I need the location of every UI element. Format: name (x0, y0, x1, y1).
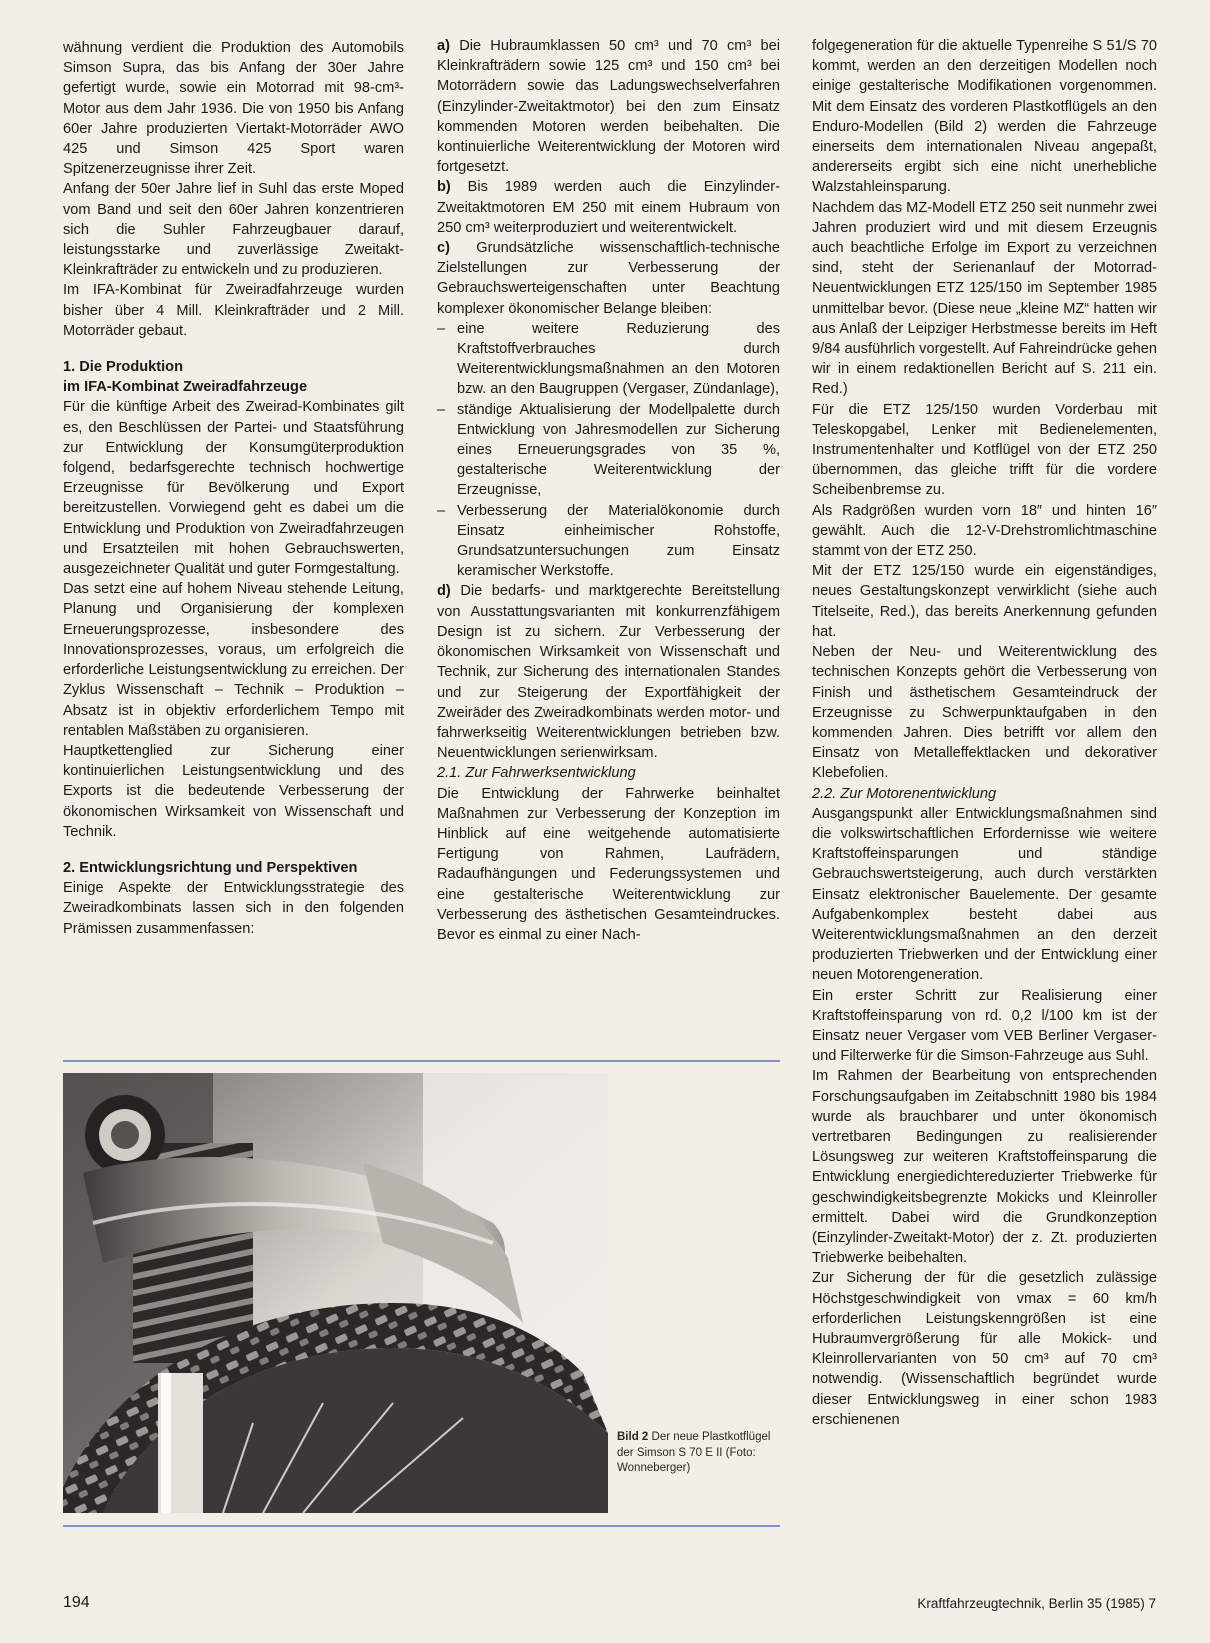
subsection-heading-2-2: 2.2. Zur Motorenentwicklung (812, 785, 997, 802)
paragraph: Nachdem das MZ-Modell ETZ 250 seit nunmehr zwei Jahren produziert wird und mit diesem Erzeugnis auch beachtliche Erfolge im Export zu verzeichnen sind, steht der Serienanlauf der Motorrad-Neuentwicklungen ETZ 125/150 im September 1985 unmittelbar bevor. (Diese neue „kleine MZ“ hatten wir aus Anlaß der Leipziger Herbstmesse bereits im Heft 9/84 ausführlich vorgestellt. Auf Fahreindrücke gehen wir in einem redaktionellen Bericht auf S. 211 ein. Red.) (812, 199, 1157, 398)
paragraph: Für die künftige Arbeit des Zweirad-Kombinates gilt es, den Beschlüssen der Partei- und Staatsführung zur Entwicklung der Konsumgüterproduktion folgend, bedarfsgerechte technisch hochwertige Erzeugnisse für Bevölkerung und Export bereitzustellen. Vorwiegend geht es dabei um die Entwicklung und Produktion von Zweiradfahrzeugen und Ersatzteilen mit hohen Gebrauchswerten, ausgezeichneter Qualität und guter Formgestaltung. (63, 399, 404, 578)
premise-d (437, 581, 780, 763)
premise-c-text: Grundsätzliche wissenschaftlich-technische Zielstellungen zur Verbesserung der Gebrauchswerteigenschaften unter Beachtung komplexer ökonomischer Belange bleiben: (437, 240, 780, 317)
premise-c-list (437, 319, 780, 582)
premise-a (437, 36, 780, 177)
figure-bottom-rule (63, 1525, 780, 1527)
subsection-heading-2-1: 2.1. Zur Fahrwerksentwicklung (437, 765, 636, 782)
paragraph: Für die ETZ 125/150 wurden Vorderbau mit Teleskopgabel, Lenker mit Bedienelementen, Instrumentenhalter und Kotflügel von der ETZ 250 übernommen, das gleiche trifft für die vordere Scheibenbremse zu. (812, 401, 1157, 499)
paragraph: Anfang der 50er Jahre lief in Suhl das erste Moped vom Band und seit den 60er Jahren konzentrieren sich die Suhler Fahrzeugbauer darauf, leistungsstarke und zuverlässige Zweitakt-Kleinkrafträder zu entwickeln und zu produzieren. (63, 181, 404, 279)
article-column-2 (437, 36, 780, 945)
section-heading-2: 2. Entwicklungsrichtung und Perspektiven (63, 859, 358, 876)
premise-d-label: d) (437, 583, 451, 600)
figure-caption-text: Der neue Plastkotflügel der Simson S 70 E II (Foto: Wonneberger) (617, 1431, 771, 1474)
premise-a-text: Die Hubraumklassen 50 cm³ und 70 cm³ bei Kleinkrafträdern sowie 125 cm³ und 150 cm³ bei Motorrädern sowie das Ladungswechselverfahren (Einzylinder-Zweitaktmotor) bei den zum Einsatz kommenden Motoren werden beibehalten. Die kontinuierliche Weiterentwicklung der Motoren wird fortgesetzt. (437, 38, 780, 176)
paragraph: Im Rahmen der Bearbeitung von entsprechenden Forschungsaufgaben im Zeitabschnitt 1980 bis 1984 wurde als brauchbarer und unter ökonomisch vertretbaren Bedingungen zu realisierender Lösungsweg zur weiteren Kraftstoffeinsparung die Entwicklung energiedichtereduzierter Triebwerke für geschwindigkeitsbegrenzte Mokicks und Kleinroller ermittelt. Dabei wird die Grundkonzeption (Einzylinder-Zweitakt-Motor) der z. Zt. produzierten Triebwerke beibehalten. (812, 1068, 1157, 1267)
premise-b-label: b) (437, 179, 451, 196)
figure-label: Bild 2 (617, 1431, 649, 1443)
paragraph: Mit der ETZ 125/150 wurde ein eigenständiges, neues Gestaltungskonzept verwirklicht (siehe auch Titelseite, Red.), das bereits Anerkennung gefunden hat. (812, 563, 1157, 640)
figure-caption (617, 1430, 777, 1477)
article-column-1 (63, 38, 404, 939)
paragraph: Einige Aspekte der Entwicklungsstrategie des Zweiradkombinats lassen sich in den folgenden Prämissen zusammenfassen: (63, 880, 404, 937)
paragraph: wähnung verdient die Produktion des Automobils Simson Supra, das bis Anfang der 30er Jahre gefertigt wurde, sowie ein Motorrad mit 98-cm³-Motor aus dem Jahr 1936. Die von 1950 bis Anfang 60er Jahre produzierten Viertakt-Motorräder AWO 425 und Simson 425 Sport waren Spitzenerzeugnisse ihrer Zeit. (63, 40, 404, 178)
premise-b (437, 177, 780, 238)
list-item: – Verbesserung der Materialökonomie durch Einsatz einheimischer Rohstoffe, Grundsatzuntersuchungen zum Einsatz keramischer Werkstoffe. (437, 501, 780, 582)
figure-top-rule (63, 1060, 780, 1062)
premise-c (437, 238, 780, 319)
paragraph: folgegeneration für die aktuelle Typenreihe S 51/S 70 kommt, werden an den derzeitigen Modellen noch einige gestalterische Modifikationen vorgenommen. Mit dem Einsatz des vorderen Plastkotflügels an den Enduro-Modellen (Bild 2) werden die Fahrzeuge einerseits dem internationalen Niveau angepaßt, andererseits ergibt sich eine nicht unerhebliche Walzstahleinsparung. (812, 38, 1157, 196)
section-heading-1-line-2: im IFA-Kombinat Zweiradfahrzeuge (63, 379, 308, 396)
running-footer: Kraftfahrzeugtechnik, Berlin 35 (1985) 7 (917, 1596, 1156, 1611)
premise-d-text: Die bedarfs- und marktgerechte Bereitstellung von Ausstattungsvarianten mit konkurrenzfähigem Design ist zu sichern. Zur Verbesserung der ökonomischen Wirksamkeit von Wissenschaft und Technik, zur Sicherung des internationalen Standes und zur Steigerung der Exportfähigkeit der Zweiräder des Zweiradkombinats werden motor- und fahrwerkseitig Weiterentwicklungen betrieben bzw. Neuentwicklungen serienwirksam. (437, 583, 780, 762)
paragraph: Die Entwicklung der Fahrwerke beinhaltet Maßnahmen zur Verbesserung der Konzeption im Hinblick auf eine weitgehende automatisierte Fertigung von Rahmen, Laufrädern, Radaufhängungen und Federungssystemen und eine gestalterische Weiterentwicklung zur Verbesserung des ästhetischen Gesamteindruckes. Bevor es einmal zu einer Nach- (437, 785, 780, 943)
premise-b-text: Bis 1989 werden auch die Einzylinder-Zweitaktmotoren EM 250 mit einem Hubraum von 250 cm³ weiterproduziert und weiterentwickelt. (437, 179, 780, 236)
motorcycle-fender-photo (63, 1073, 608, 1513)
paragraph: Das setzt eine auf hohem Niveau stehende Leitung, Planung und Organisierung der komplexen Erneuerungsprozesse, insbesondere des Innovationsprozesses, voraus, um erfolgreich die erforderliche Leistungsentwicklung zu erreichen. Der Zyklus Wissenschaft – Technik – Produktion – Absatz ist in objektiv erforderlichem Tempo mit rentablen Maßstäben zu organisieren. (63, 581, 404, 739)
paragraph: Ausgangspunkt aller Entwicklungsmaßnahmen sind die volkswirtschaftlichen Erfordernisse wie weitere Kraftstoffeinsparungen und ständige Gebrauchswertsteigerung, auch durch verstärkten Einsatz elektronischer Bauelemente. Der gesamte Aufgabenkomplex besteht dabei aus Weiterentwicklungsmaßnahmen an den derzeit produzierten Triebwerken und der Entwicklung einer neuen Motorengeneration. (812, 805, 1157, 984)
section-heading-1-line-1: 1. Die Produktion (63, 359, 184, 376)
page-number: 194 (63, 1594, 90, 1611)
paragraph: Als Radgrößen wurden vorn 18″ und hinten 16″ gewählt. Auch die 12-V-Drehstromlichtmaschine stammt von der ETZ 250. (812, 502, 1157, 560)
paragraph: Hauptkettenglied zur Sicherung einer kontinuierlichen Leistungsentwicklung und des Exports ist die bedeutende Verbesserung der ökonomischen Wirksamkeit von Wissenschaft und Technik. (63, 742, 404, 840)
article-column-3 (812, 36, 1157, 1430)
paragraph: Im IFA-Kombinat für Zweiradfahrzeuge wurden bisher über 4 Mill. Kleinkrafträder und 2 Mill. Motorräder gebaut. (63, 282, 404, 339)
premise-c-label: c) (437, 240, 450, 257)
list-item: – ständige Aktualisierung der Modellpalette durch Entwicklung von Jahresmodellen zur Sicherung eines Erneuerungsgrades von 35 %, gestalterische Weiterentwicklung der Erzeugnisse, (437, 400, 780, 501)
paragraph: Zur Sicherung der für die gesetzlich zulässige Höchstgeschwindigkeit von vmax = 60 km/h erforderlichen Leistungskenngrößen ist eine Hubraumvergrößerung für alle Mokick- und Kleinrollervarianten von 50 cm³ auf 70 cm³ notwendig. (Wissenschaftlich begründet wurde dieser Entwicklungsweg in einer schon 1983 erschienenen (812, 1270, 1157, 1428)
paragraph: Neben der Neu- und Weiterentwicklung des technischen Konzepts gehört die Verbesserung von Finish und ästhetischem Gesamteindruck der Erzeugnisse zu Schwerpunktaufgaben in den kommenden Jahren. Dies betrifft vor allem den Einsatz von Metalleffektlacken und dekorativer Klebefolien. (812, 644, 1157, 782)
paragraph: Ein erster Schritt zur Realisierung einer Kraftstoffeinsparung von rd. 0,2 l/100 km ist der Einsatz neuer Vergaser vom VEB Berliner Vergaser- und Filterwerke für die Simson-Fahrzeuge aus Suhl. (812, 987, 1157, 1065)
list-item: – eine weitere Reduzierung des Kraftstoffverbrauches durch Weiterentwicklungsmaßnahmen an den Motoren bzw. an den Baugruppen (Vergaser, Zündanlage), (437, 319, 780, 400)
premise-a-label: a) (437, 38, 450, 54)
